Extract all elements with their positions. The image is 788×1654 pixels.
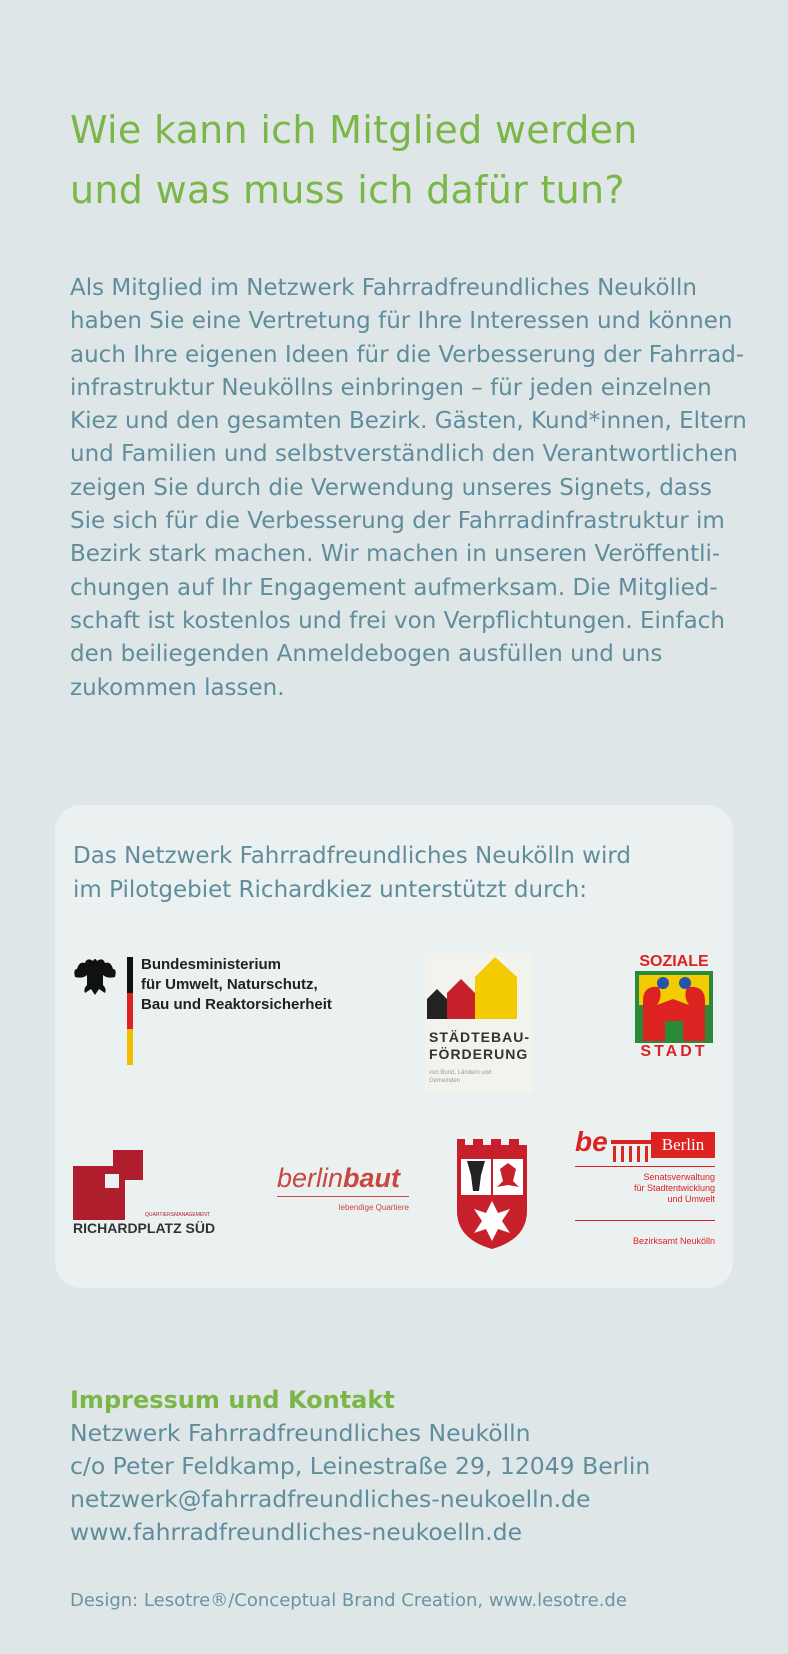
senat-line-2: für Stadtentwicklung <box>633 1183 715 1193</box>
richardplatz-small: QUARTIERSMANAGEMENT <box>145 1212 210 1218</box>
body-line: zukommen lassen. <box>70 674 285 701</box>
body-line: den beiliegenden Anmeldebogen ausfüllen und uns <box>70 641 663 668</box>
body-line: schaft ist kostenlos und frei von Verpflichtungen. Einfach <box>70 607 725 634</box>
body-line: Kiez und den gesamten Bezirk. Gästen, Kund*innen, Eltern <box>70 408 747 435</box>
senat-logo <box>575 1126 715 1256</box>
qm-squares-icon <box>73 1150 145 1220</box>
senat-berlin-box: Berlin <box>651 1132 715 1158</box>
staedtebau-line-2: FÖRDERUNG <box>429 1046 529 1062</box>
sponsors-panel <box>55 805 733 1288</box>
impressum-website: www.fahrradfreundliches-neukoelln.de <box>70 1518 523 1546</box>
impressum-org: Netzwerk Fahrradfreundliches Neukölln <box>70 1419 531 1447</box>
staedtebau-line-1: STÄDTEBAU- <box>429 1029 530 1045</box>
sponsors-intro-line-2: im Pilotgebiet Richardkiez unterstützt durch: <box>73 877 588 903</box>
sponsors-intro-line-1: Das Netzwerk Fahrradfreundliches Neukölln wird <box>73 843 632 869</box>
page-title <box>70 100 730 220</box>
body-line: Als Mitglied im Netzwerk Fahrradfreundliches Neukölln <box>70 275 697 301</box>
staedtebau-small-1: von Bund, Ländern und <box>429 1070 492 1076</box>
body-line: Bezirk stark machen. Wir machen in unseren Veröffentli- <box>70 541 721 568</box>
staedtebau-small-2: Gemeinden <box>429 1078 461 1084</box>
coat-of-arms-icon <box>453 1135 531 1251</box>
senat-line-1: Senatsverwaltung <box>643 1172 715 1182</box>
richardplatz-logo <box>73 1150 233 1240</box>
bmu-line-2: für Umwelt, Naturschutz, <box>141 976 318 993</box>
design-credit: Design: Lesotre®/Conceptual Brand Creation, www.lesotre.de <box>70 1590 627 1611</box>
houses-icon <box>425 953 533 1021</box>
membership-paragraph <box>70 272 747 705</box>
title-line-1: Wie kann ich Mitglied werden <box>70 108 638 152</box>
berlinbaut-sub: lebendige Quartiere <box>338 1203 409 1212</box>
senat-rule-1 <box>575 1166 715 1167</box>
title-line-2: und was muss ich dafür tun? <box>70 168 625 212</box>
berlinbaut-part-2: baut <box>343 1163 401 1193</box>
body-line: chungen auf Ihr Engagement aufmerksam. Die Mitglied- <box>70 574 718 601</box>
bmu-logo-text <box>141 955 332 1015</box>
body-line: auch Ihre eigenen Ideen für die Verbesserung der Fahrrad- <box>70 341 745 368</box>
soziale-stadt-bottom: STADT <box>640 1043 708 1060</box>
soziale-stadt-top: SOZIALE <box>639 953 709 970</box>
figures-icon <box>633 971 715 1043</box>
brandenburger-tor-icon <box>611 1140 651 1162</box>
neukoelln-coat-of-arms <box>453 1135 531 1251</box>
soziale-stadt-logo <box>633 953 715 1061</box>
berlinbaut-wordmark <box>277 1163 417 1194</box>
body-line: Sie sich für die Verbesserung der Fahrradinfrastruktur im <box>70 508 725 535</box>
impressum-address: c/o Peter Feldkamp, Leinestraße 29, 12049 Berlin <box>70 1452 651 1480</box>
bmu-line-3: Bau und Reaktorsicherheit <box>141 996 332 1013</box>
body-line: zeigen Sie durch die Verwendung unseres Signets, dass <box>70 474 712 501</box>
federal-eagle-icon <box>73 955 143 1065</box>
senat-line-3: und Umwelt <box>667 1194 715 1204</box>
berlinbaut-logo <box>277 1163 417 1227</box>
staedtebau-text <box>429 1029 530 1085</box>
richardplatz-name: RICHARDPLATZ SÜD <box>73 1220 216 1236</box>
bezirksamt-text: Bezirksamt Neukölln <box>632 1236 715 1246</box>
impressum-email: netzwerk@fahrradfreundliches-neukoelln.de <box>70 1485 591 1513</box>
bmu-line-1: Bundesministerium <box>141 956 282 973</box>
senat-text <box>634 1172 715 1205</box>
impressum-heading: Impressum und Kontakt <box>70 1386 395 1414</box>
body-line: infrastruktur Neuköllns einbringen – für jeden einzelnen <box>70 374 712 401</box>
senat-rule-2 <box>575 1220 715 1221</box>
impressum-details <box>70 1417 650 1549</box>
berlinbaut-part-1: berlin <box>277 1163 344 1193</box>
berlinbaut-rule <box>277 1196 409 1197</box>
body-line: haben Sie eine Vertretung für Ihre Interessen und können <box>70 308 733 335</box>
sponsors-intro <box>73 839 713 907</box>
staedtebau-logo <box>425 953 533 1093</box>
bmu-logo <box>73 955 373 1065</box>
senat-be-mark: be <box>575 1126 608 1157</box>
body-line: und Familien und selbstverständlich den Verantwortlichen <box>70 441 738 468</box>
